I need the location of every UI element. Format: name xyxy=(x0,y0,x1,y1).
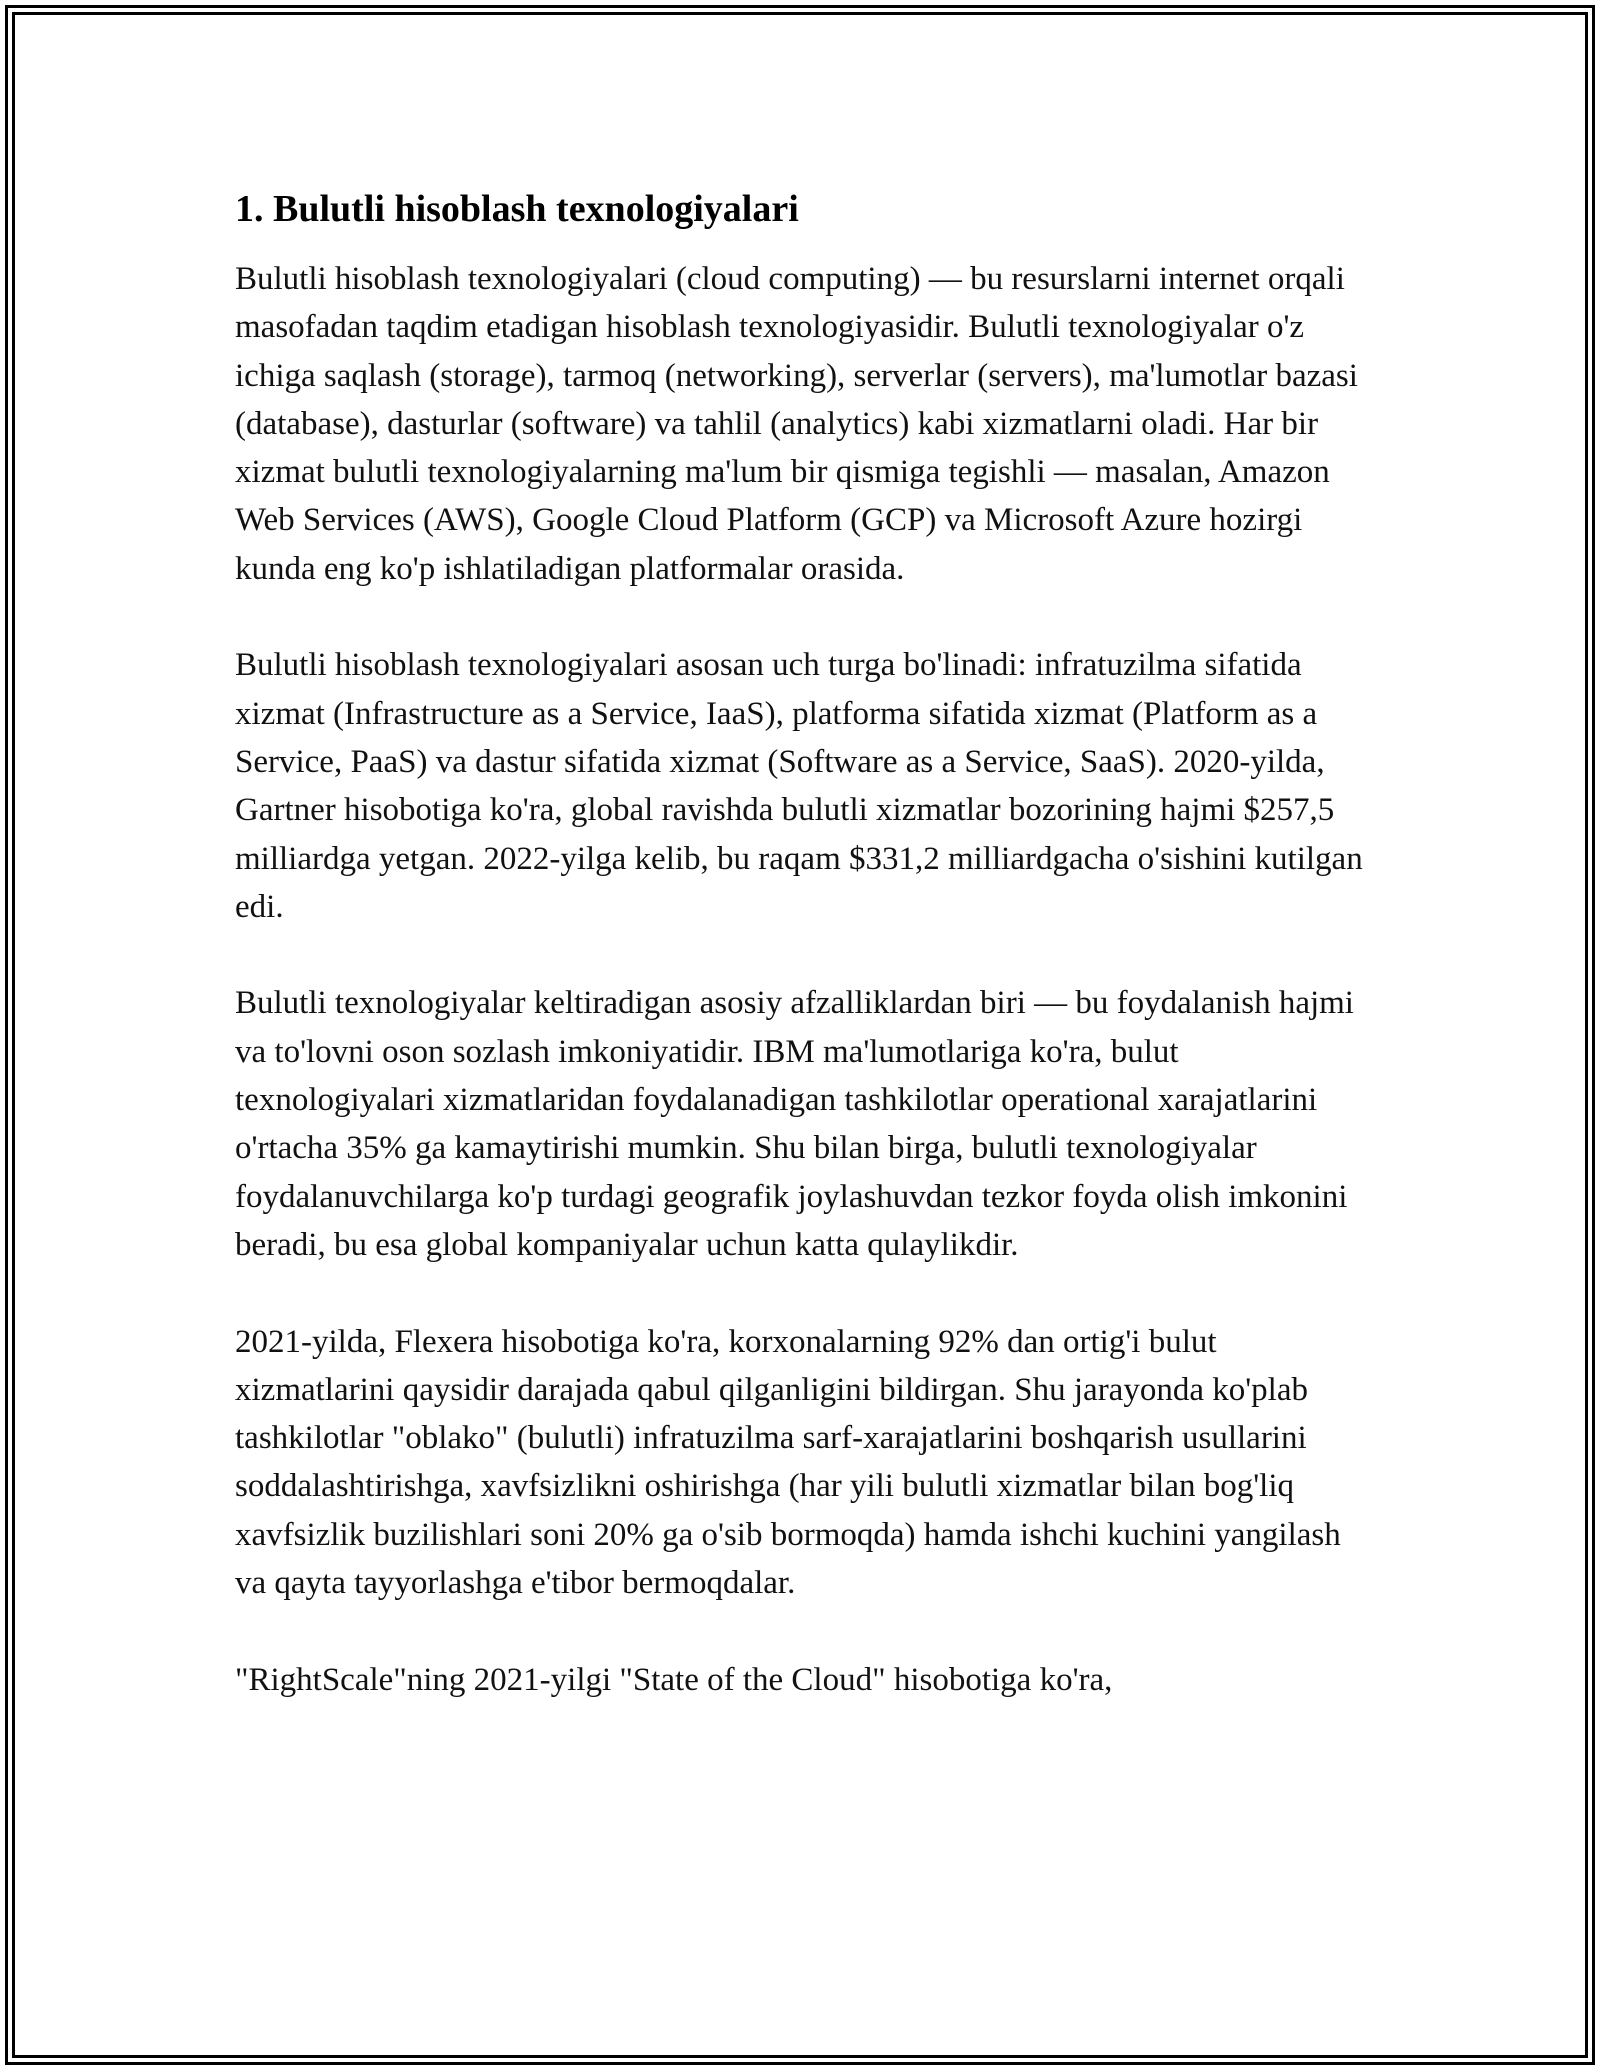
paragraph-1: Bulutli hisoblash texnologiyalari (cloud computing) — bu resurslarni internet orqali masofadan taqdim etadigan hisoblash texnologiyasidir. Bulutli texnologiyalar o'z ichiga saqlash (storage), tarmoq (networking), serverlar (servers), ma'lumotlar bazasi (database), dasturlar (software) va tahlil (analytics) kabi xizmatlarni oladi. Har bir xizmat bulutli texnologiyalarning ma'lum bir qismiga tegishli — masalan, Amazon Web Services (AWS), Google Cloud Platform (GCP) va Microsoft Azure hozirgi kunda eng ko'p ishlatiladigan platformalar orasida. xyxy=(235,261,1358,587)
paragraph-2: Bulutli hisoblash texnologiyalari asosan uch turga bo'linadi: infratuzilma sifatida xizmat (Infrastructure as a Service, IaaS), platforma sifatida xizmat (Platform as a Service, PaaS) va dastur sifatida xizmat (Software as a Service, SaaS). 2020-yilda, Gartner hisobotiga ko'ra, global ravishda bulutli xizmatlar bozorining hajmi $257,5 milliardga yetgan. 2022-yilga kelib, bu raqam $331,2 milliardgacha o'sishini kutilgan edi. xyxy=(235,647,1363,925)
paragraph-3: Bulutli texnologiyalar keltiradigan asosiy afzalliklardan biri — bu foydalanish hajmi va to'lovni oson sozlash imkoniyatidir. IBM ma'lumotlariga ko'ra, bulut texnologiyalari xizmatlaridan foydalanadigan tashkilotlar operational xarajatlarini o'rtacha 35% ga kamaytirishi mumkin. Shu bilan birga, bulutli texnologiyalar foydalanuvchilarga ko'p turdagi geografik joylashuvdan tezkor foyda olish imkonini beradi, bu esa global kompaniyalar uchun katta qulaylikdir. xyxy=(235,985,1354,1263)
document-body xyxy=(235,185,1365,1752)
paragraph-4: 2021-yilda, Flexera hisobotiga ko'ra, korxonalarning 92% dan ortig'i bulut xizmatlarini qaysidir darajada qabul qilganligini bildirgan. Shu jarayonda ko'plab tashkilotlar "oblako" (bulutli) infratuzilma sarf-xarajatlarini boshqarish usullarini soddalashtirishga, xavfsizlikni oshirishga (har yili bulutli xizmatlar bilan bog'liq xavfsizlik buzilishlari soni 20% ga o'sib bormoqda) hamda ishchi kuchini yangilash va qayta tayyorlashga e'tibor bermoqdalar. xyxy=(235,1323,1341,1602)
section-heading: 1. Bulutli hisoblash texnologiyalari xyxy=(235,188,799,230)
paragraph-5: "RightScale"ning 2021-yilgi "State of the Cloud" hisobotiga ko'ra, xyxy=(235,1661,1113,1698)
